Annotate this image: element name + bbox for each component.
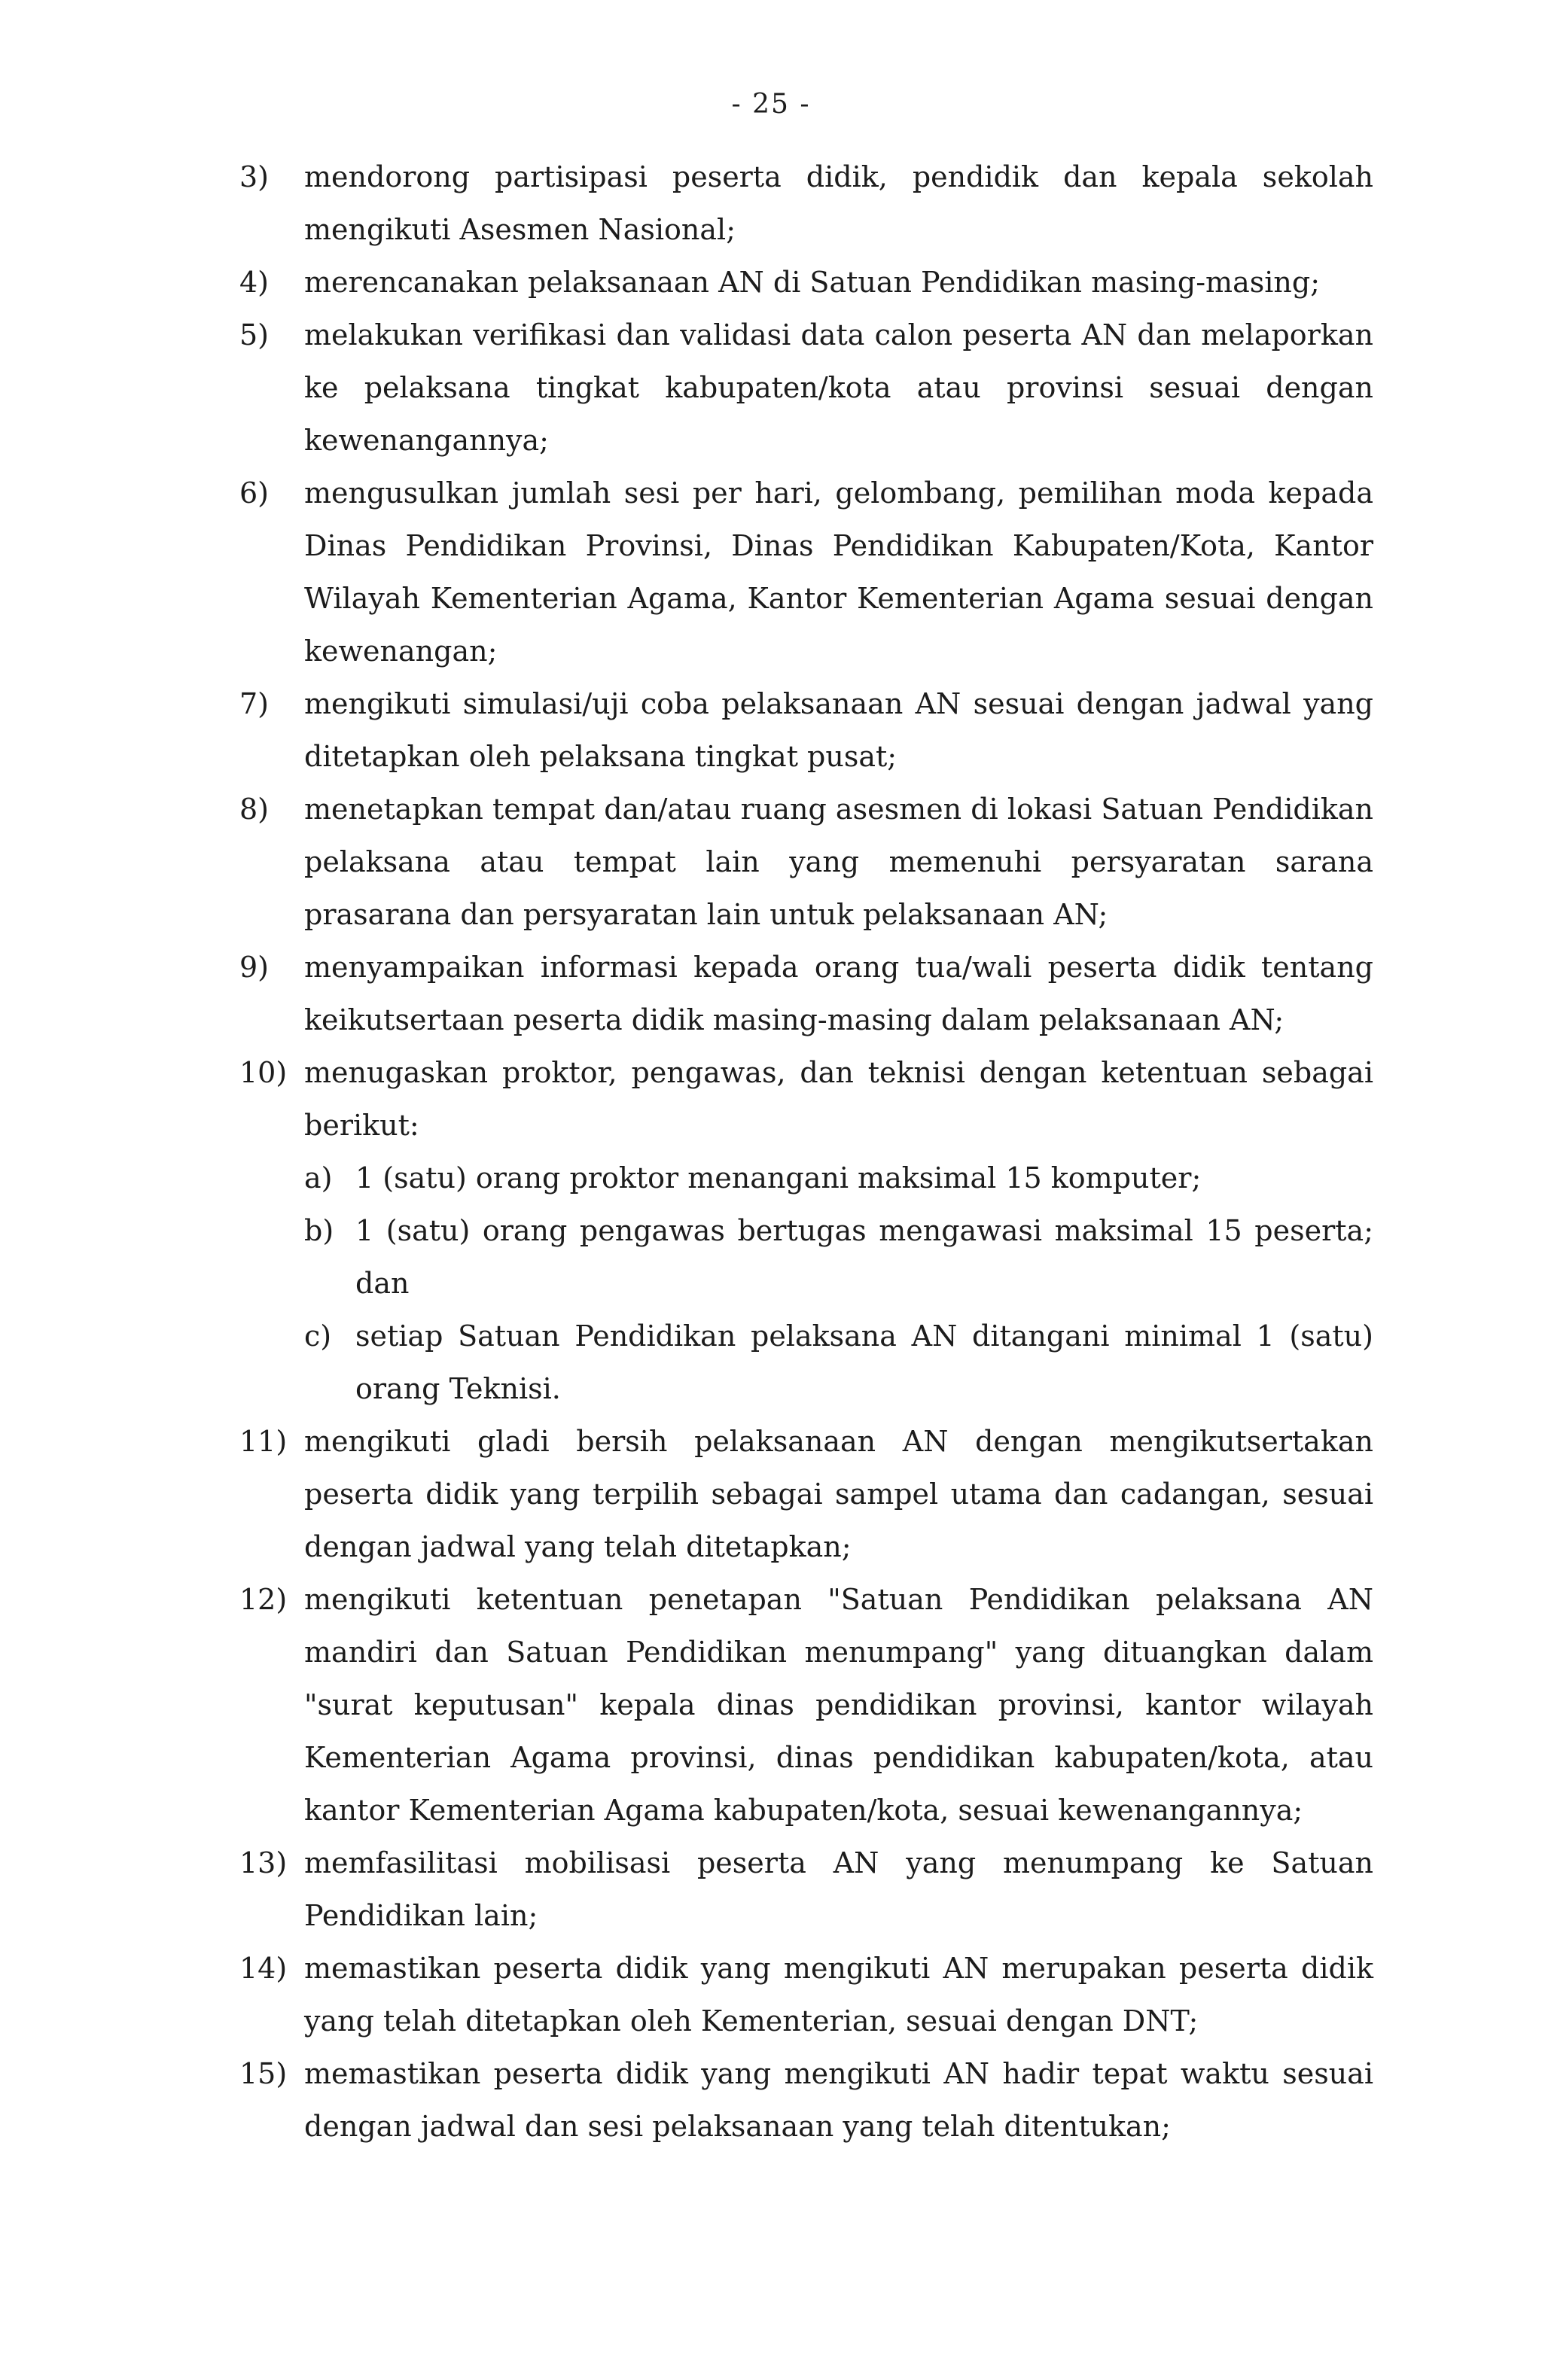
- item-number: 8): [239, 793, 270, 826]
- list-item: [239, 256, 1373, 309]
- sub-list-item: [304, 1152, 1373, 1204]
- item-number: 10): [239, 1056, 288, 1089]
- item-number: 14): [239, 1952, 288, 1985]
- item-number: 4): [239, 266, 270, 299]
- page-number: - 25 -: [731, 89, 811, 120]
- item-number: 13): [239, 1846, 288, 1879]
- list-item: [239, 467, 1373, 677]
- sub-item-text: setiap Satuan Pendidikan pelaksana AN ditangani minimal 1 (satu) orang Teknisi.: [355, 1319, 1373, 1405]
- sub-list: [304, 1152, 1373, 1415]
- sub-item-letter: a): [304, 1161, 333, 1195]
- item-text: mengikuti gladi bersih pelaksanaan AN dengan mengikutsertakan peserta didik yang terpilih sebagai sampel utama dan cadangan, sesuai dengan jadwal yang telah ditetapkan;: [304, 1425, 1373, 1563]
- list-item: [239, 1046, 1373, 1415]
- sub-item-letter: c): [304, 1319, 332, 1353]
- item-text: mengikuti ketentuan penetapan "Satuan Pendidikan pelaksana AN mandiri dan Satuan Pendidikan menumpang" yang dituangkan dalam "surat keputusan" kepala dinas pendidikan provinsi, kantor wilayah Kementerian Agama provinsi, dinas pendidikan kabupaten/kota, atau kantor Kementerian Agama kabupaten/kota, sesuai kewenangannya;: [304, 1583, 1373, 1827]
- item-number: 6): [239, 476, 270, 510]
- list-item: [239, 151, 1373, 256]
- item-text: memastikan peserta didik yang mengikuti AN merupakan peserta didik yang telah ditetapkan oleh Kementerian, sesuai dengan DNT;: [304, 1952, 1373, 2038]
- item-number: 3): [239, 160, 270, 193]
- item-text: mengusulkan jumlah sesi per hari, gelombang, pemilihan moda kepada Dinas Pendidikan Provinsi, Dinas Pendidikan Kabupaten/Kota, Kantor Wilayah Kementerian Agama, Kantor Kementerian Agama sesuai dengan kewenangan;: [304, 476, 1373, 668]
- list-item: [239, 1942, 1373, 2047]
- list-item: [239, 677, 1373, 783]
- item-number: 9): [239, 951, 270, 984]
- sub-list-item: [304, 1310, 1373, 1415]
- item-text: memastikan peserta didik yang mengikuti AN hadir tepat waktu sesuai dengan jadwal dan sesi pelaksanaan yang telah ditentukan;: [304, 2057, 1373, 2143]
- list-item: [239, 783, 1373, 941]
- list-item: [239, 941, 1373, 1046]
- item-text: menyampaikan informasi kepada orang tua/wali peserta didik tentang keikutsertaan peserta didik masing-masing dalam pelaksanaan AN;: [304, 951, 1373, 1036]
- item-text: merencanakan pelaksanaan AN di Satuan Pendidikan masing-masing;: [304, 266, 1320, 299]
- sub-item-letter: b): [304, 1214, 334, 1247]
- item-text: menetapkan tempat dan/atau ruang asesmen di lokasi Satuan Pendidikan pelaksana atau tempat lain yang memenuhi persyaratan sarana prasarana dan persyaratan lain untuk pelaksanaan AN;: [304, 793, 1373, 931]
- item-text: menugaskan proktor, pengawas, dan teknisi dengan ketentuan sebagai berikut:: [304, 1056, 1373, 1142]
- sub-list-item: [304, 1204, 1373, 1310]
- item-number: 11): [239, 1425, 288, 1458]
- item-number: 5): [239, 318, 270, 352]
- list-item: [239, 1573, 1373, 1837]
- item-text: memfasilitasi mobilisasi peserta AN yang menumpang ke Satuan Pendidikan lain;: [304, 1846, 1373, 1932]
- item-number: 12): [239, 1583, 288, 1616]
- item-number: 15): [239, 2057, 288, 2090]
- item-text: mendorong partisipasi peserta didik, pendidik dan kepala sekolah mengikuti Asesmen Nasional;: [304, 160, 1373, 246]
- list-item: [239, 2047, 1373, 2153]
- list-item: [239, 1837, 1373, 1942]
- sub-item-text: 1 (satu) orang pengawas bertugas mengawasi maksimal 15 peserta; dan: [355, 1214, 1373, 1300]
- list-item: [239, 1415, 1373, 1573]
- duty-list: [239, 151, 1373, 2153]
- item-number: 7): [239, 687, 270, 720]
- list-item: [239, 309, 1373, 467]
- item-text: mengikuti simulasi/uji coba pelaksanaan AN sesuai dengan jadwal yang ditetapkan oleh pelaksana tingkat pusat;: [304, 687, 1373, 773]
- sub-item-text: 1 (satu) orang proktor menangani maksimal 15 komputer;: [355, 1161, 1202, 1195]
- item-text: melakukan verifikasi dan validasi data calon peserta AN dan melaporkan ke pelaksana tingkat kabupaten/kota atau provinsi sesuai dengan kewenangannya;: [304, 318, 1373, 457]
